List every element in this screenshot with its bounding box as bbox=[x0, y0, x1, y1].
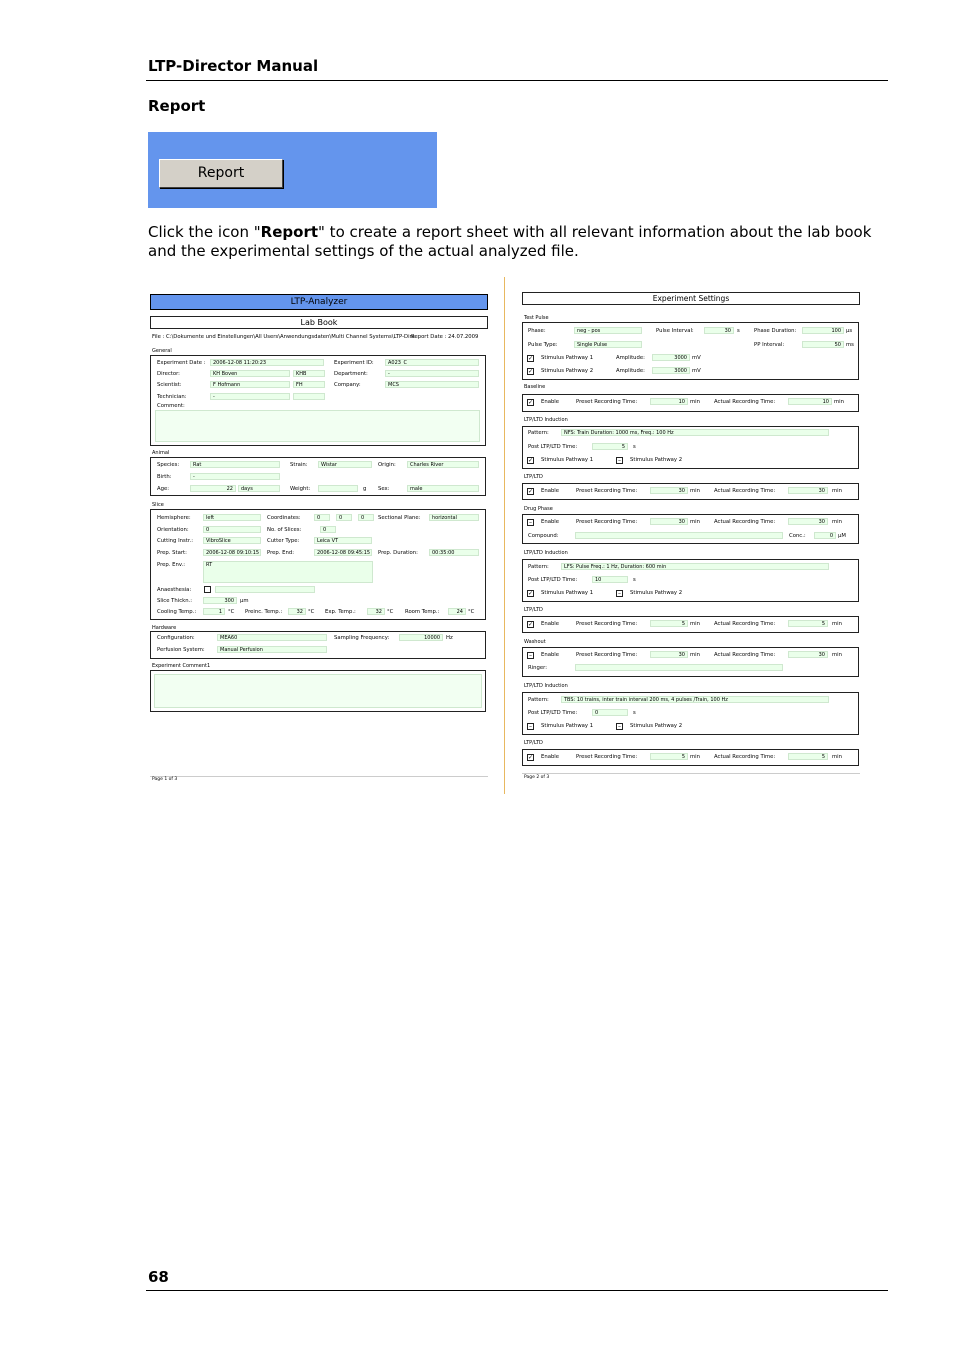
ltp2-actual-label: Actual Recording Time: bbox=[714, 621, 776, 627]
washout-preset-field: 30 bbox=[650, 651, 688, 658]
sectional-field: horizontal bbox=[429, 514, 479, 521]
induction2-post-field: 10 bbox=[592, 576, 628, 583]
ltp2-enable-checkbox: ✓ bbox=[528, 621, 534, 628]
ringer-field bbox=[575, 664, 783, 671]
conc-field: 0 bbox=[814, 532, 836, 539]
prep-env-label: Prep. Env.: bbox=[157, 562, 186, 568]
ltp2-actual-field: 5 bbox=[788, 620, 828, 627]
test-pulse-title: Test Pulse bbox=[524, 315, 549, 321]
induction1-pattern-label: Pattern: bbox=[528, 430, 549, 436]
anaesthesia-field bbox=[215, 586, 315, 593]
technician-label: Technician: bbox=[157, 394, 187, 400]
pp-interval-label: PP Interval: bbox=[754, 342, 785, 348]
induction1-post-field: 5 bbox=[592, 443, 628, 450]
induction1-post-unit: s bbox=[633, 444, 636, 450]
pulse-type-label: Pulse Type: bbox=[528, 342, 558, 348]
washout-actual-unit: min bbox=[832, 652, 842, 658]
pulse-interval-unit: s bbox=[737, 328, 740, 334]
manual-title: LTP-Director Manual bbox=[148, 57, 319, 75]
cutter-label: Cutter Type: bbox=[267, 538, 300, 544]
age-label: Age: bbox=[157, 486, 170, 492]
config-label: Configuration: bbox=[157, 635, 195, 641]
ltp2-title: LTP/LTD bbox=[524, 607, 543, 613]
anaesthesia-label: Anaesthesia: bbox=[157, 587, 192, 593]
prep-env-field: RT bbox=[203, 561, 373, 583]
file-path: File : C:\Dokumente und Einstellungen\All Users\Anwendungsdaten\Multi Channel Systems\LTP-Dire bbox=[152, 334, 415, 340]
phase-duration-field: 100 bbox=[802, 327, 844, 334]
coord1-field: 0 bbox=[314, 514, 330, 521]
washout-enable-checkbox: – bbox=[529, 652, 532, 659]
phase-duration-label: Phase Duration: bbox=[754, 328, 797, 334]
age-unit: days bbox=[238, 485, 280, 492]
report-button[interactable]: Report bbox=[159, 159, 283, 188]
analyzer-title: LTP-Analyzer bbox=[150, 294, 488, 310]
induction2-pattern-field: LFS: Pulse Freq.: 1 Hz, Duration: 600 min bbox=[561, 563, 829, 570]
exp-id-label: Experiment ID: bbox=[334, 360, 374, 366]
general-section-title: General bbox=[152, 348, 172, 354]
drug-preset-field: 30 bbox=[650, 518, 688, 525]
company-field: MCS bbox=[385, 381, 479, 388]
induction3-pattern-field: TBS: 10 trains, inter train interval 200 ms, 4 pulses /Train, 100 Hz bbox=[561, 696, 829, 703]
sampling-field: 10000 bbox=[399, 634, 443, 641]
ltp3-preset-field: 5 bbox=[650, 753, 688, 760]
ltp2-preset-unit: min bbox=[690, 621, 700, 627]
ltp3-enable-label: Enable bbox=[541, 754, 560, 760]
exp-id-field: A023_C bbox=[385, 359, 479, 366]
amp2-unit: mV bbox=[692, 368, 701, 374]
coord3-field: 0 bbox=[358, 514, 374, 521]
sp2-label: Stimulus Pathway 2 bbox=[541, 368, 594, 374]
coord2-field: 0 bbox=[336, 514, 352, 521]
ltp3-title: LTP/LTD bbox=[524, 740, 543, 746]
baseline-preset-label: Preset Recording Time: bbox=[576, 399, 638, 405]
ltp2-enable-label: Enable bbox=[541, 621, 560, 627]
slice-thick-unit: µm bbox=[240, 598, 249, 604]
ltp1-actual-label: Actual Recording Time: bbox=[714, 488, 776, 494]
conc-label: Conc.: bbox=[789, 533, 806, 539]
cooling-field: 1 bbox=[203, 608, 225, 615]
weight-unit: g bbox=[363, 486, 367, 492]
ringer-label: Ringer: bbox=[528, 665, 547, 671]
drug-actual-unit: min bbox=[832, 519, 842, 525]
induction3-post-field: 0 bbox=[592, 709, 628, 716]
drug-enable-label: Enable bbox=[541, 519, 560, 525]
preinc-unit: °C bbox=[308, 609, 315, 615]
origin-label: Origin: bbox=[378, 462, 396, 468]
induction2-pattern-label: Pattern: bbox=[528, 564, 549, 570]
room-temp-field: 24 bbox=[448, 608, 466, 615]
drug-actual-label: Actual Recording Time: bbox=[714, 519, 776, 525]
perfusion-field: Manual Perfusion bbox=[217, 646, 327, 653]
footer-rule bbox=[146, 1290, 888, 1291]
drug-preset-unit: min bbox=[690, 519, 700, 525]
induction2-post-label: Post LTP/LTD Time: bbox=[528, 577, 578, 583]
director-field: KH Boven bbox=[210, 370, 290, 377]
ltp1-enable-label: Enable bbox=[541, 488, 560, 494]
phase-duration-unit: µs bbox=[846, 328, 853, 334]
lab-book-title: Lab Book bbox=[150, 316, 488, 329]
pp-interval-field: 50 bbox=[802, 341, 844, 348]
slice-thick-field: 300 bbox=[203, 597, 237, 604]
sp2-checkbox: ✓ bbox=[528, 368, 534, 375]
origin-field: Charles River bbox=[407, 461, 479, 468]
department-label: Department: bbox=[334, 371, 368, 377]
paragraph-pre: Click the icon " bbox=[148, 223, 261, 241]
baseline-preset-field: 10 bbox=[650, 398, 688, 405]
ltp1-enable-checkbox: ✓ bbox=[528, 488, 534, 495]
weight-label: Weight: bbox=[290, 486, 311, 492]
compound-label: Compound: bbox=[528, 533, 559, 539]
birth-label: Birth: bbox=[157, 474, 172, 480]
ltp3-preset-unit: min bbox=[690, 754, 700, 760]
sex-field: male bbox=[407, 485, 479, 492]
description-paragraph bbox=[148, 223, 888, 261]
induction1-post-label: Post LTP/LTD Time: bbox=[528, 444, 578, 450]
left-page-rule bbox=[150, 776, 488, 777]
hardware-section-title: Hardware bbox=[152, 625, 177, 631]
sex-label: Sex: bbox=[378, 486, 390, 492]
director-label: Director: bbox=[157, 371, 180, 377]
washout-actual-field: 30 bbox=[788, 651, 828, 658]
pulse-type-field: Single Pulse bbox=[574, 341, 642, 348]
preinc-label: Preinc. Temp.: bbox=[245, 609, 283, 615]
amp2-field: 3000 bbox=[652, 367, 690, 374]
washout-preset-unit: min bbox=[690, 652, 700, 658]
washout-enable-label: Enable bbox=[541, 652, 560, 658]
prep-end-label: Prep. End: bbox=[267, 550, 295, 556]
cooling-label: Cooling Temp.: bbox=[157, 609, 197, 615]
exp-temp-field: 32 bbox=[367, 608, 385, 615]
right-page-rule bbox=[522, 773, 860, 774]
left-page-number: Page 1 of 3 bbox=[152, 777, 178, 782]
scientist-field: F Hofmann bbox=[210, 381, 290, 388]
species-field: Rat bbox=[190, 461, 280, 468]
company-label: Company: bbox=[334, 382, 361, 388]
orientation-label: Orientation: bbox=[157, 527, 189, 533]
ltp3-preset-label: Preset Recording Time: bbox=[576, 754, 638, 760]
ltp1-actual-unit: min bbox=[832, 488, 842, 494]
comment-label: Comment: bbox=[157, 403, 185, 409]
nslices-field: 0 bbox=[320, 526, 336, 533]
ltp2-preset-label: Preset Recording Time: bbox=[576, 621, 638, 627]
age-field: 22 bbox=[190, 485, 236, 492]
department-field: - bbox=[385, 370, 479, 377]
prep-start-field: 2006-12-08 09:10:15 bbox=[203, 549, 261, 556]
weight-field bbox=[318, 485, 358, 492]
amp2-label: Amplitude: bbox=[616, 368, 645, 374]
cutting-label: Cutting Instr.: bbox=[157, 538, 193, 544]
pp-interval-unit: ms bbox=[846, 342, 854, 348]
exp-temp-label: Exp. Temp.: bbox=[325, 609, 356, 615]
prep-dur-label: Prep. Duration: bbox=[378, 550, 418, 556]
induction1-sp1-label: Stimulus Pathway 1 bbox=[541, 457, 594, 463]
exp-date-label: Experiment Date : bbox=[157, 360, 206, 366]
induction1-sp2-checkbox: – bbox=[618, 457, 621, 464]
baseline-actual-unit: min bbox=[834, 399, 844, 405]
induction2-sp1-label: Stimulus Pathway 1 bbox=[541, 590, 594, 596]
amp1-field: 3000 bbox=[652, 354, 690, 361]
washout-actual-label: Actual Recording Time: bbox=[714, 652, 776, 658]
ltp1-preset-unit: min bbox=[690, 488, 700, 494]
config-field: MEA60 bbox=[217, 634, 327, 641]
ltp3-actual-label: Actual Recording Time: bbox=[714, 754, 776, 760]
ltp3-actual-field: 5 bbox=[788, 753, 828, 760]
drug-preset-label: Preset Recording Time: bbox=[576, 519, 638, 525]
baseline-enable-label: Enable bbox=[541, 399, 560, 405]
prep-dur-field: 00:35:00 bbox=[429, 549, 479, 556]
nslices-label: No. of Slices: bbox=[267, 527, 302, 533]
right-page-number: Page 2 of 3 bbox=[524, 775, 550, 780]
baseline-title: Baseline bbox=[524, 384, 546, 390]
induction3-sp2-checkbox: – bbox=[618, 723, 621, 730]
baseline-preset-unit: min bbox=[690, 399, 700, 405]
induction2-title: LTP/LTD Induction bbox=[524, 550, 568, 556]
induction3-pattern-label: Pattern: bbox=[528, 697, 549, 703]
washout-preset-label: Preset Recording Time: bbox=[576, 652, 638, 658]
scientist-short-field: FH bbox=[293, 381, 325, 388]
hemisphere-label: Hemisphere: bbox=[157, 515, 191, 521]
induction2-sp1-checkbox: ✓ bbox=[528, 590, 534, 597]
sheet-divider bbox=[504, 277, 505, 794]
cooling-unit: °C bbox=[228, 609, 235, 615]
induction3-post-label: Post LTP/LTD Time: bbox=[528, 710, 578, 716]
room-temp-label: Room Temp.: bbox=[405, 609, 440, 615]
amp1-label: Amplitude: bbox=[616, 355, 645, 361]
technician-short-field bbox=[293, 393, 325, 400]
paragraph-post: " to create a report sheet with all relevant information about the lab book and the experimental settings of the actual analyzed file. bbox=[148, 223, 872, 260]
compound-field bbox=[575, 532, 783, 539]
page-number: 68 bbox=[148, 1268, 169, 1286]
technician-field: - bbox=[210, 393, 290, 400]
induction2-sp2-checkbox: – bbox=[618, 590, 621, 597]
cutter-field: Leica VT bbox=[314, 537, 372, 544]
ltp1-title: LTP/LTD bbox=[524, 474, 543, 480]
sp1-checkbox: ✓ bbox=[528, 355, 534, 362]
induction2-sp2-label: Stimulus Pathway 2 bbox=[630, 590, 683, 596]
ltp1-actual-field: 30 bbox=[788, 487, 828, 494]
exp-date-field: 2006-12-08 11:20:23 bbox=[210, 359, 324, 366]
ltp3-actual-unit: min bbox=[832, 754, 842, 760]
ltp1-preset-label: Preset Recording Time: bbox=[576, 488, 638, 494]
phase-label: Phase: bbox=[528, 328, 546, 334]
hemisphere-field: left bbox=[203, 514, 261, 521]
slice-thick-label: Slice Thickn.: bbox=[157, 598, 193, 604]
coordinates-label: Coordinates: bbox=[267, 515, 301, 521]
induction1-title: LTP/LTD Induction bbox=[524, 417, 568, 423]
report-date: Report Date : 24.07.2009 bbox=[411, 334, 479, 340]
prep-start-label: Prep. Start: bbox=[157, 550, 187, 556]
species-label: Species: bbox=[157, 462, 180, 468]
induction3-sp1-checkbox: – bbox=[529, 723, 532, 730]
baseline-actual-field: 10 bbox=[788, 398, 832, 405]
drug-enable-checkbox: – bbox=[529, 519, 532, 526]
room-temp-unit: °C bbox=[468, 609, 475, 615]
ltp2-preset-field: 5 bbox=[650, 620, 688, 627]
induction1-sp1-checkbox: ✓ bbox=[528, 457, 534, 464]
washout-title: Washout bbox=[524, 639, 546, 645]
exp-comment-field bbox=[154, 674, 482, 708]
cutting-field: VibroSlice bbox=[203, 537, 261, 544]
exp-comment-title: Experiment Comment1 bbox=[152, 663, 211, 669]
prep-end-field: 2006-12-08 09:45:15 bbox=[314, 549, 372, 556]
drug-actual-field: 30 bbox=[788, 518, 828, 525]
baseline-actual-label: Actual Recording Time: bbox=[714, 399, 776, 405]
induction1-pattern-field: NFS: Train Duration: 1000 ms, Freq.: 100 Hz bbox=[561, 429, 829, 436]
birth-field: - bbox=[190, 473, 280, 480]
ltp2-actual-unit: min bbox=[832, 621, 842, 627]
slice-section-title: Slice bbox=[152, 502, 164, 508]
strain-field: Wistar bbox=[318, 461, 372, 468]
induction3-title: LTP/LTD Induction bbox=[524, 683, 568, 689]
baseline-enable-checkbox: ✓ bbox=[528, 399, 534, 406]
animal-section-title: Animal bbox=[152, 450, 170, 456]
sp1-label: Stimulus Pathway 1 bbox=[541, 355, 594, 361]
preinc-field: 32 bbox=[288, 608, 306, 615]
drug-phase-title: Drug Phase bbox=[524, 506, 553, 512]
director-short-field: KHB bbox=[293, 370, 325, 377]
ltp1-preset-field: 30 bbox=[650, 487, 688, 494]
section-title: Report bbox=[148, 97, 206, 115]
pulse-interval-label: Pulse Interval: bbox=[656, 328, 694, 334]
induction1-sp2-label: Stimulus Pathway 2 bbox=[630, 457, 683, 463]
scientist-label: Scientist: bbox=[157, 382, 182, 388]
exp-settings-title: Experiment Settings bbox=[522, 292, 860, 305]
conc-unit: µM bbox=[838, 533, 846, 539]
phase-field: neg - pos bbox=[574, 327, 642, 334]
perfusion-label: Perfusion System: bbox=[157, 647, 205, 653]
pulse-interval-field: 30 bbox=[704, 327, 734, 334]
exp-temp-unit: °C bbox=[387, 609, 394, 615]
strain-label: Strain: bbox=[290, 462, 308, 468]
orientation-field: 0 bbox=[203, 526, 261, 533]
sampling-unit: Hz bbox=[446, 635, 453, 641]
sampling-label: Sampling Frequency: bbox=[334, 635, 390, 641]
paragraph-bold: Report bbox=[260, 223, 319, 241]
induction2-post-unit: s bbox=[633, 577, 636, 583]
induction3-sp1-label: Stimulus Pathway 1 bbox=[541, 723, 594, 729]
comment-field bbox=[155, 410, 480, 442]
induction3-post-unit: s bbox=[633, 710, 636, 716]
induction3-sp2-label: Stimulus Pathway 2 bbox=[630, 723, 683, 729]
report-button-panel bbox=[148, 132, 437, 208]
header-rule bbox=[146, 80, 888, 81]
anaesthesia-checkbox bbox=[204, 586, 211, 593]
ltp3-enable-checkbox: ✓ bbox=[528, 754, 534, 761]
amp1-unit: mV bbox=[692, 355, 701, 361]
sectional-label: Sectional Plane: bbox=[378, 515, 421, 521]
